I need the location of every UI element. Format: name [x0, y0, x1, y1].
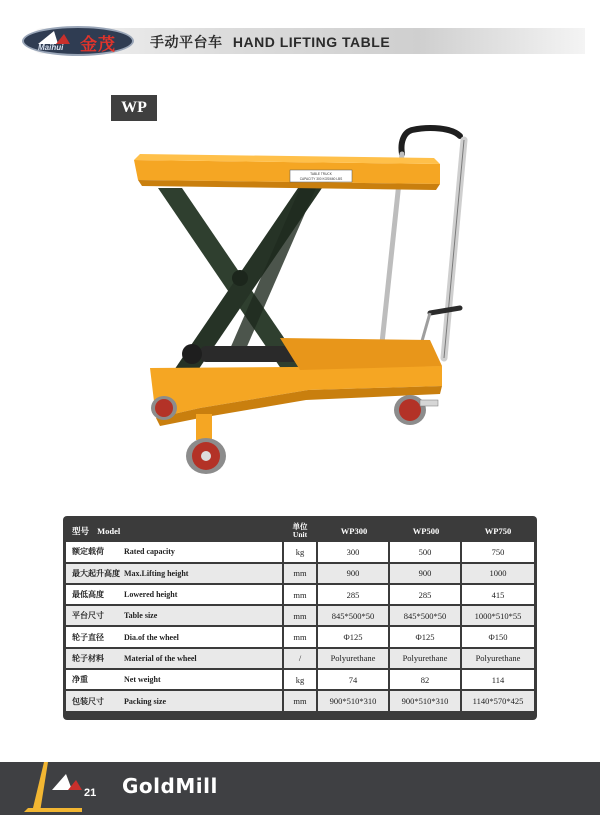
pump-pedal: [430, 308, 460, 313]
page-title: [150, 32, 390, 52]
value-cell: 285: [390, 585, 462, 604]
row-label-cn: 轮子直径: [72, 632, 104, 642]
value-cell: Polyurethane: [462, 649, 534, 668]
value-cell: 750: [462, 542, 534, 561]
row-label-en: Material of the wheel: [124, 653, 197, 663]
unit-cell: mm: [282, 691, 318, 710]
handle-bar: [401, 128, 460, 154]
left-rear-wheel-tread: [155, 399, 173, 417]
logo-chinese-text: 金茂: [80, 35, 116, 55]
unit-header-en: Unit: [292, 529, 308, 539]
row-label-cn: 包装尺寸: [72, 696, 104, 706]
unit-cell: mm: [282, 606, 318, 625]
row-label: [66, 585, 282, 604]
row-label-en: Net weight: [124, 675, 161, 685]
model-header-cn: 型号: [72, 525, 90, 536]
page-title-en: HAND LIFTING TABLE: [232, 34, 391, 50]
unit-header-cn: 单位: [292, 521, 308, 531]
handle-post-right-edge: [444, 140, 464, 358]
front-caster-bracket: [196, 414, 212, 440]
model-column-header: WP500: [390, 521, 462, 540]
row-label-cn: 净重: [72, 675, 88, 685]
row-label-en: Table size: [124, 611, 158, 621]
unit-cell: mm: [282, 585, 318, 604]
specification-table: [66, 519, 534, 713]
brake-pedal: [420, 400, 438, 406]
row-label: [66, 542, 282, 561]
table-row: [66, 649, 534, 668]
platform-top: [134, 160, 440, 184]
row-label-cn: 额定载荷: [72, 547, 104, 557]
row-label: [66, 670, 282, 689]
row-label: [66, 606, 282, 625]
value-cell: 900: [390, 564, 462, 583]
value-cell: 82: [390, 670, 462, 689]
value-cell: 300: [318, 542, 390, 561]
value-cell: 845*500*50: [318, 606, 390, 625]
front-wheel-hub: [201, 451, 211, 461]
capacity-label-line1: TABLE TRUCK: [310, 172, 332, 176]
row-label-en: Max.Lifting height: [124, 568, 189, 578]
specification-table-frame: [63, 516, 537, 720]
model-header-en: Model: [97, 525, 121, 536]
value-cell: Polyurethane: [318, 649, 390, 668]
page-header: [0, 0, 600, 62]
capacity-label-line2: CAPACITY 300 KGS/660 LBS: [299, 177, 343, 181]
value-cell: 900: [318, 564, 390, 583]
page-title-cn: 手动平台车: [150, 35, 223, 51]
table-row: [66, 606, 534, 625]
row-label-en: Packing size: [124, 696, 166, 706]
cylinder-end: [182, 344, 202, 364]
model-column-header: WP750: [462, 521, 534, 540]
unit-header-cell: [282, 521, 318, 540]
value-cell: 845*500*50: [390, 606, 462, 625]
value-cell: 1000: [462, 564, 534, 583]
row-label: [66, 691, 282, 710]
value-cell: 1000*510*55: [462, 606, 534, 625]
row-label-cn: 最低高度: [72, 590, 104, 600]
table-row: [66, 691, 534, 710]
value-cell: 415: [462, 585, 534, 604]
value-cell: 900*510*310: [390, 691, 462, 710]
unit-cell: mm: [282, 627, 318, 646]
model-header-cell: [66, 521, 282, 540]
value-cell: 1140*570*425: [462, 691, 534, 710]
value-cell: 500: [390, 542, 462, 561]
value-cell: Φ125: [390, 627, 462, 646]
scissor-pivot: [232, 270, 248, 286]
brand-name: GoldMill: [122, 774, 218, 798]
value-cell: 900*510*310: [318, 691, 390, 710]
model-column-header: WP300: [318, 521, 390, 540]
unit-cell: kg: [282, 670, 318, 689]
value-cell: Φ150: [462, 627, 534, 646]
table-row: [66, 627, 534, 646]
row-label-en: Dia.of the wheel: [124, 632, 179, 642]
right-wheel-tread: [399, 399, 421, 421]
unit-cell: kg: [282, 542, 318, 561]
page-number: 21: [84, 787, 97, 799]
table-row: [66, 585, 534, 604]
value-cell: 74: [318, 670, 390, 689]
table-row: [66, 564, 534, 583]
row-label-en: Lowered height: [124, 590, 178, 600]
row-label: [66, 649, 282, 668]
unit-cell: mm: [282, 564, 318, 583]
value-cell: Φ125: [318, 627, 390, 646]
value-cell: 114: [462, 670, 534, 689]
row-label-cn: 最大起升高度: [72, 568, 120, 578]
row-label: [66, 627, 282, 646]
value-cell: Polyurethane: [390, 649, 462, 668]
unit-cell: /: [282, 649, 318, 668]
value-cell: 285: [318, 585, 390, 604]
row-label-cn: 平台尺寸: [72, 611, 104, 621]
table-row: [66, 542, 534, 561]
table-header-row: [66, 521, 534, 540]
row-label-en: Rated capacity: [124, 547, 175, 557]
table-row: [66, 670, 534, 689]
product-photo-hand-lifting-table: [130, 118, 480, 488]
model-series-badge: WP: [111, 95, 157, 121]
logo-latin-text: Maihui: [38, 43, 64, 52]
base-frame-inner: [280, 338, 442, 370]
row-label: [66, 564, 282, 583]
row-label-cn: 轮子材料: [72, 653, 104, 663]
